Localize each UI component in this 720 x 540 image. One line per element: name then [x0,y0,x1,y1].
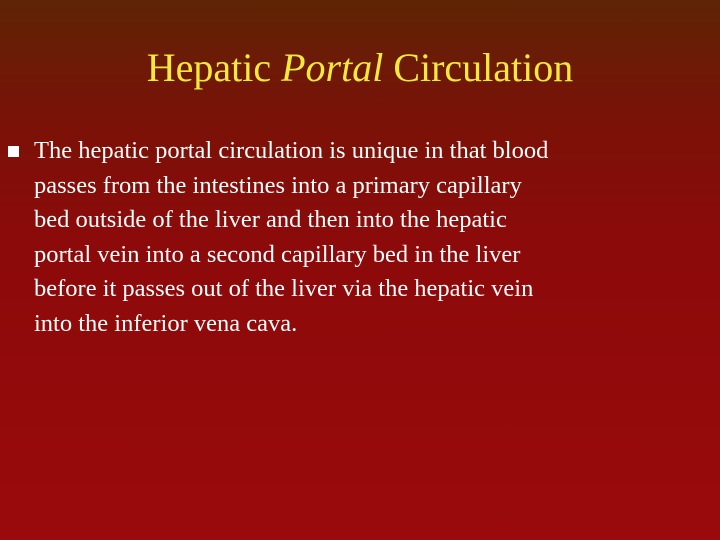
bullet-line: passes from the intestines into a primary capillary [34,171,522,199]
title-part-circulation: Circulation [383,45,574,90]
square-bullet-icon [8,146,19,157]
bullet-line: The hepatic portal circulation is unique in that blood [34,137,549,164]
title-part-portal: Portal [281,45,384,90]
title-part-hepatic: Hepatic [146,45,282,90]
bullet-text [34,134,714,341]
slide-title [0,42,720,94]
bullet-line: into the inferior vena cava. [34,309,298,337]
bullet-line: bed outside of the liver and then into the hepatic [34,206,507,233]
bullet-line: before it passes out of the liver via the hepatic vein [34,275,534,302]
bullet-line: portal vein into a second capillary bed in the liver [34,240,521,268]
